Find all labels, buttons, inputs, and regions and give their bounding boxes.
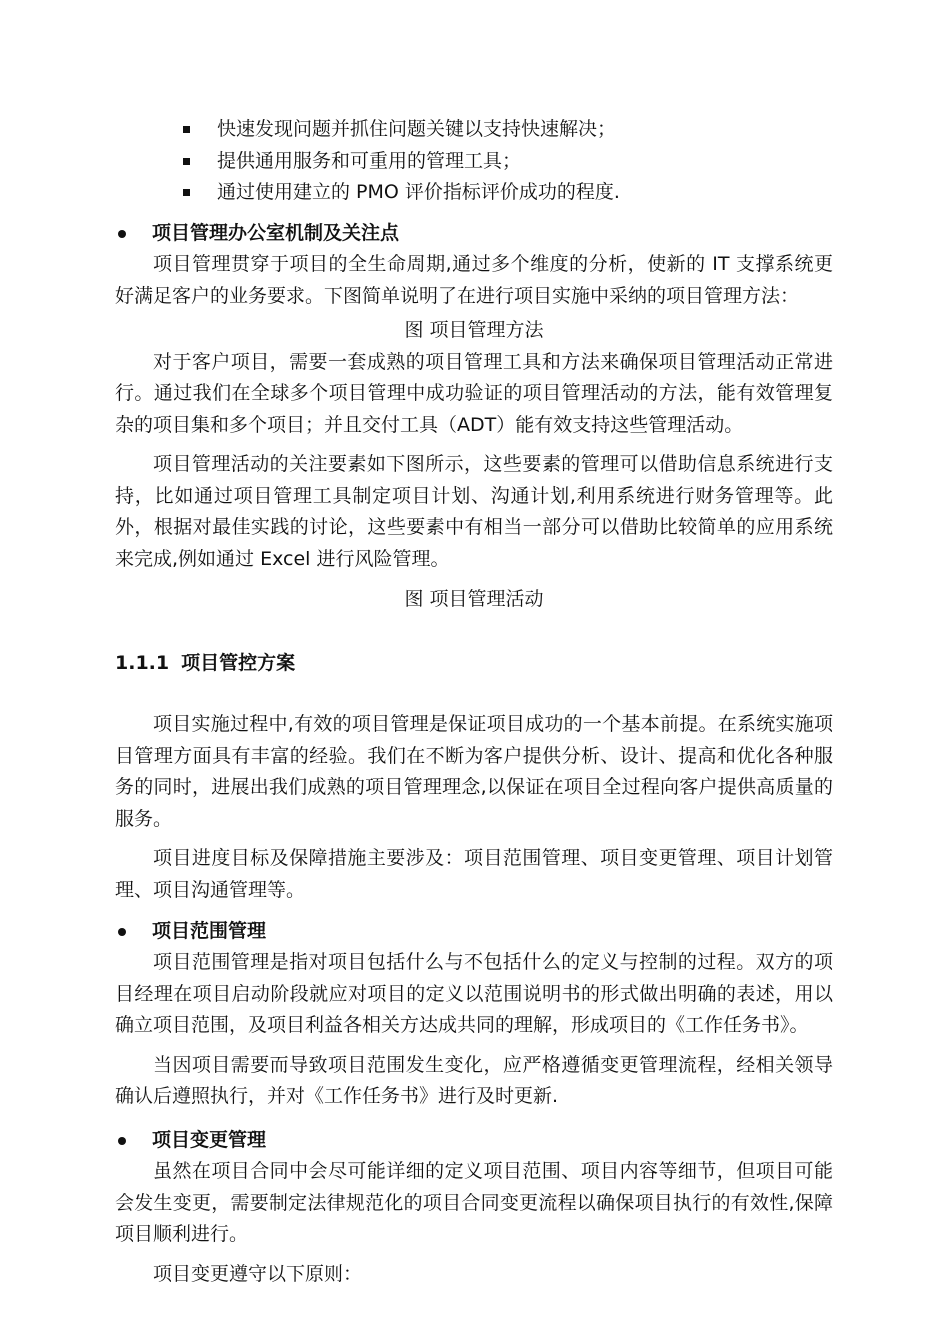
figure-caption: 图 项目管理活动 xyxy=(404,588,544,610)
change-section xyxy=(115,1125,833,1290)
list-item-text: 通过使用建立的 PMO 评价指标评价成功的程度. xyxy=(217,181,620,203)
paragraph: 项目变更遵守以下原则： xyxy=(153,1262,363,1285)
list-item xyxy=(183,114,883,146)
pmo-section xyxy=(115,218,833,616)
paragraph: 项目管理贯穿于项目的全生命周期,通过多个维度的分析，使新的 IT 支撑系统更好满足客户的业务要求。下图简单说明了在进行项目实施中采纳的项目管理方法： xyxy=(115,253,833,307)
section-heading xyxy=(115,218,833,249)
bullet-dot-icon xyxy=(118,928,126,936)
bullet-dot-icon xyxy=(118,230,126,238)
list-item-text: 提供通用服务和可重用的管理工具； xyxy=(217,149,522,172)
paragraph: 当因项目需要而导致项目范围发生变化，应严格遵循变更管理流程，经相关领导确认后遵照执行，并对《工作任务书》进行及时更新. xyxy=(115,1053,833,1107)
heading-title: 项目管控方案 xyxy=(181,652,296,674)
paragraph: 项目实施过程中,有效的项目管理是保证项目成功的一个基本前提。在系统实施项目管理方面具有丰富的经验。我们在不断为客户提供分析、设计、提高和优化各种服务的同时，进展出我们成熟的项目管理理念,以保证在项目全过程向客户提供高质量的服务。 xyxy=(115,713,833,830)
section-heading xyxy=(115,1125,833,1156)
paragraph: 虽然在项目合同中会尽可能详细的定义项目范围、项目内容等细节，但项目可能会发生变更，需要制定法律规范化的项目合同变更流程以确保项目执行的有效性,保障项目顺利进行。 xyxy=(115,1160,833,1245)
square-bullet-icon xyxy=(183,158,190,165)
paragraph: 项目范围管理是指对项目包括什么与不包括什么的定义与控制的过程。双方的项目经理在项目启动阶段就应对项目的定义以范围说明书的形式做出明确的表述，用以确立项目范围，及项目利益各相关方达成共同的理解，形成项目的《工作任务书》。 xyxy=(115,951,833,1036)
square-bullet-icon xyxy=(183,189,190,196)
section-title: 项目变更管理 xyxy=(152,1129,267,1151)
section-title: 项目管理办公室机制及关注点 xyxy=(152,222,400,244)
paragraph: 项目管理活动的关注要素如下图所示，这些要素的管理可以借助信息系统进行支持，比如通过项目管理工具制定项目计划、沟通计划,利用系统进行财务管理等。此外，根据对最佳实践的讨论，这些要素中有相当一部分可以借助比较简单的应用系统来完成,例如通过 Excel 进行风险管理。 xyxy=(115,453,833,570)
scope-section xyxy=(115,916,833,1113)
pmo-goals-list xyxy=(183,114,883,209)
section-title: 项目范围管理 xyxy=(152,920,267,942)
paragraph: 项目进度目标及保障措施主要涉及：项目范围管理、项目变更管理、项目计划管理、项目沟通管理等。 xyxy=(115,847,833,901)
section-heading-1-1-1 xyxy=(115,648,833,680)
bullet-dot-icon xyxy=(118,1137,126,1145)
section-heading xyxy=(115,916,833,947)
list-item xyxy=(183,177,883,209)
list-item-text: 快速发现问题并抓住问题关键以支持快速解决； xyxy=(217,118,617,140)
paragraph: 对于客户项目，需要一套成熟的项目管理工具和方法来确保项目管理活动正常进行。通过我们在全球多个项目管理中成功验证的项目管理活动的方法，能有效管理复杂的项目集和多个项目；并且交付工具（ADT）能有效支持这些管理活动。 xyxy=(115,350,833,436)
control-section xyxy=(115,709,833,906)
square-bullet-icon xyxy=(183,126,190,133)
figure-caption: 图 项目管理方法 xyxy=(404,319,544,341)
heading-number: 1.1.1 xyxy=(115,652,170,674)
list-item xyxy=(183,146,883,178)
